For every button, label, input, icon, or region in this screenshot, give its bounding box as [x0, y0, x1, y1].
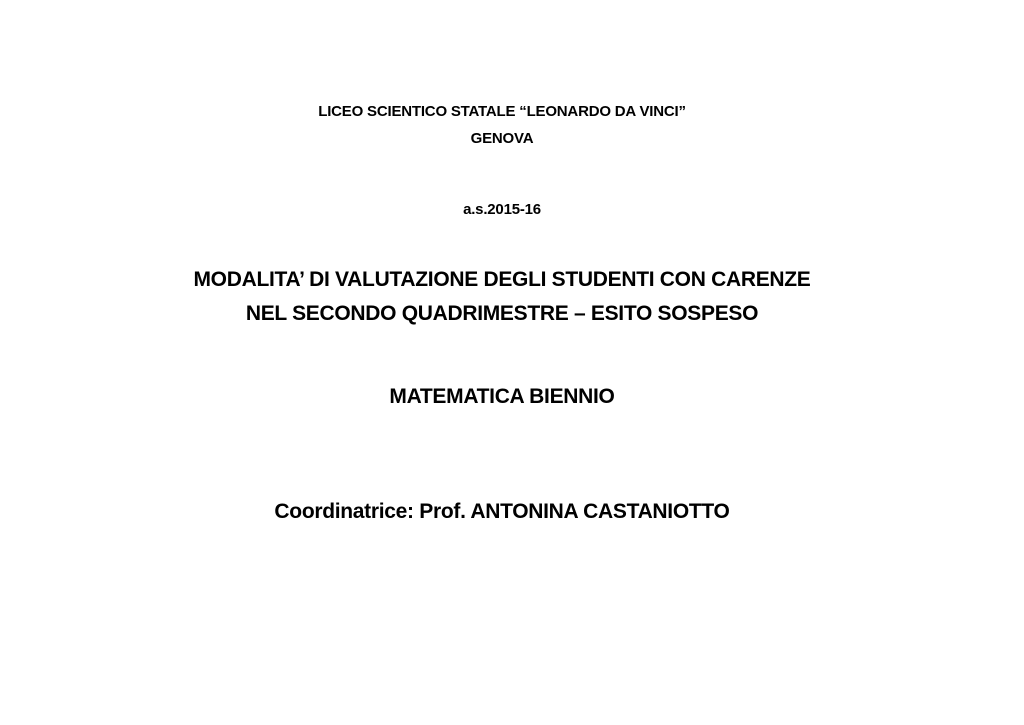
school-city: GENOVA [470, 130, 534, 147]
school-year: a.s.2015-16 [463, 201, 541, 218]
document-title-line-1: MODALITA’ DI VALUTAZIONE DEGLI STUDENTI CON CARENZE [193, 268, 811, 291]
subject-heading: MATEMATICA BIENNIO [389, 385, 615, 408]
coordinator-line: Coordinatrice: Prof. ANTONINA CASTANIOTTO [274, 500, 730, 523]
document-title-line-2: NEL SECONDO QUADRIMESTRE – ESITO SOSPESO [245, 302, 759, 325]
school-name: LICEO SCIENTICO STATALE “LEONARDO DA VINCI” [318, 103, 686, 120]
